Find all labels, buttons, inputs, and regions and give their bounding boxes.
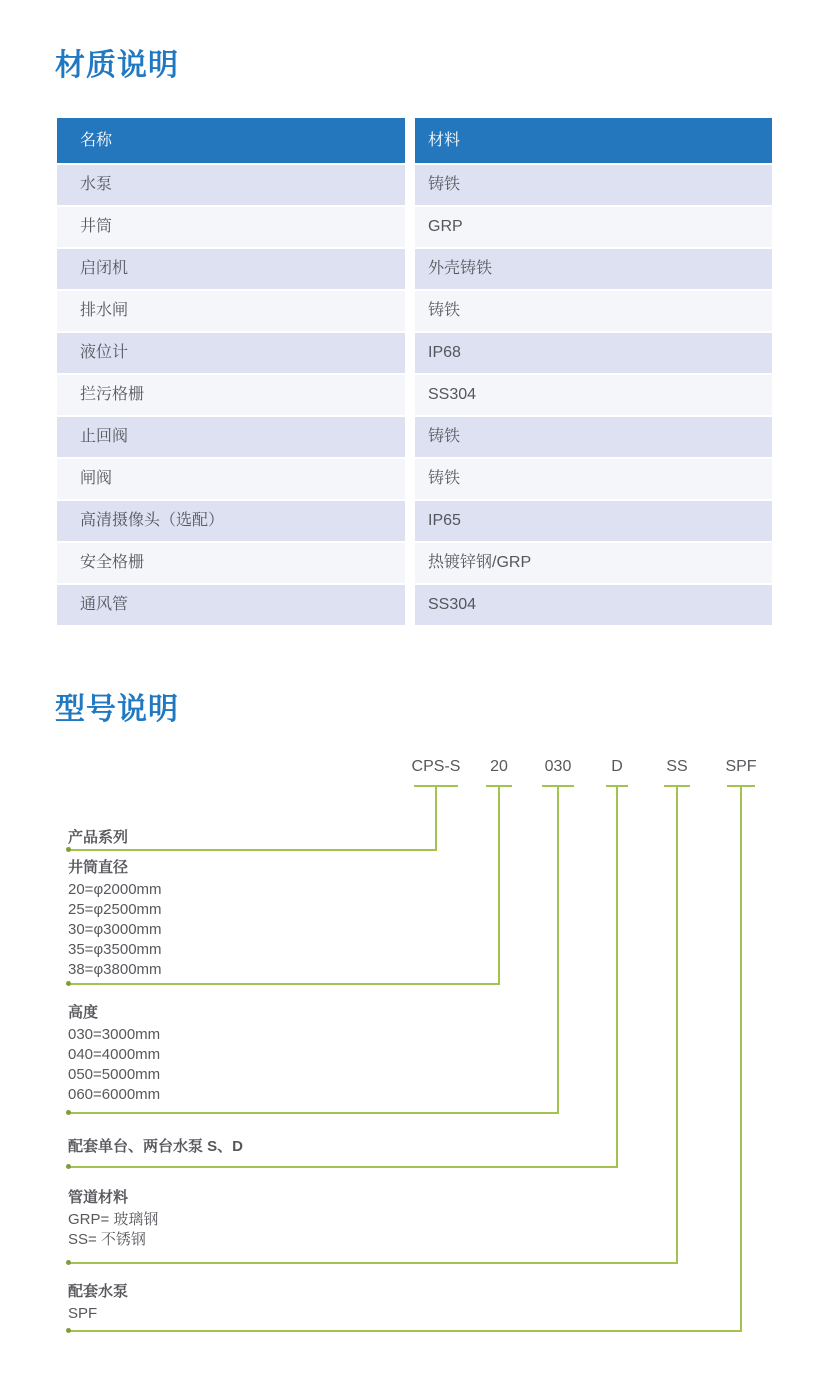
cell-name: 井筒 xyxy=(57,207,405,247)
table-header-name: 名称 xyxy=(57,118,405,163)
code-segment-pipe: SS xyxy=(666,758,688,775)
code-segment-diameter: 20 xyxy=(490,758,508,775)
cell-material: IP68 xyxy=(415,333,772,373)
cell-name: 拦污格栅 xyxy=(57,375,405,415)
code-drop-line xyxy=(498,785,500,985)
connector-dot xyxy=(66,1260,71,1265)
legend-connector-line xyxy=(68,1166,618,1168)
code-drop-line xyxy=(676,785,678,1264)
cell-name: 止回阀 xyxy=(57,417,405,457)
legend-group-height xyxy=(68,1003,160,1105)
legend-group-pipe-material xyxy=(68,1188,158,1250)
cell-material: 外壳铸铁 xyxy=(415,249,772,289)
legend-line: 30=φ3000mm xyxy=(68,921,162,938)
legend-connector-line xyxy=(68,1112,559,1114)
cell-name: 高清摄像头（选配） xyxy=(57,501,405,541)
legend-group-title: 配套单台、两台水泵 S、D xyxy=(68,1138,244,1155)
cell-material: SS304 xyxy=(415,585,772,625)
legend-line: 060=6000mm xyxy=(68,1086,161,1103)
page-title-model: 型号说明 xyxy=(55,693,179,726)
materials-table xyxy=(57,118,772,625)
cell-material: 热镀锌钢/GRP xyxy=(415,543,772,583)
legend-connector-line xyxy=(68,1262,678,1264)
legend-line: 040=4000mm xyxy=(68,1046,161,1063)
connector-dot xyxy=(66,981,71,986)
code-drop-line xyxy=(557,785,559,1114)
legend-line: 030=3000mm xyxy=(68,1026,161,1043)
legend-line: 35=φ3500mm xyxy=(68,941,162,958)
cell-material: 铸铁 xyxy=(415,165,772,205)
legend-line: SPF xyxy=(68,1305,98,1322)
cell-material: 铸铁 xyxy=(415,417,772,457)
legend-line: 25=φ2500mm xyxy=(68,901,162,918)
cell-name: 水泵 xyxy=(57,165,405,205)
cell-material: IP65 xyxy=(415,501,772,541)
legend-connector-line xyxy=(68,1330,742,1332)
legend-connector-line xyxy=(68,983,500,985)
code-drop-line xyxy=(435,785,437,851)
legend-line: 050=5000mm xyxy=(68,1066,161,1083)
legend-group-title: 井筒直径 xyxy=(68,859,129,876)
legend-group-pump-count xyxy=(68,1137,243,1159)
connector-dot xyxy=(66,1328,71,1333)
legend-group-title: 产品系列 xyxy=(68,829,129,846)
cell-name: 闸阀 xyxy=(57,459,405,499)
legend-line: 38=φ3800mm xyxy=(68,961,162,978)
code-segment-pumps: D xyxy=(611,758,623,775)
legend-group-product-series xyxy=(68,828,128,850)
code-drop-line xyxy=(616,785,618,1168)
code-segment-series: CPS-S xyxy=(411,758,461,775)
cell-material: 铸铁 xyxy=(415,459,772,499)
cell-name: 安全格栅 xyxy=(57,543,405,583)
cell-name: 排水闸 xyxy=(57,291,405,331)
connector-dot xyxy=(66,1164,71,1169)
cell-material: 铸铁 xyxy=(415,291,772,331)
legend-group-title: 配套水泵 xyxy=(68,1283,129,1300)
legend-group-matched-pump xyxy=(68,1282,128,1324)
connector-dot xyxy=(66,1110,71,1115)
cell-name: 液位计 xyxy=(57,333,405,373)
legend-group-title: 高度 xyxy=(68,1004,99,1021)
legend-line: 20=φ2000mm xyxy=(68,881,162,898)
cell-material: SS304 xyxy=(415,375,772,415)
legend-group-title: 管道材料 xyxy=(68,1189,129,1206)
legend-group-shaft-diameter xyxy=(68,858,162,980)
table-header-material: 材料 xyxy=(415,118,772,163)
model-code-diagram xyxy=(0,740,827,1378)
legend-line: SS= 不锈钢 xyxy=(68,1231,146,1248)
page-title-materials: 材质说明 xyxy=(55,49,179,82)
cell-material: GRP xyxy=(415,207,772,247)
code-segment-height: 030 xyxy=(544,758,572,775)
legend-line: GRP= 玻璃钢 xyxy=(68,1211,159,1228)
cell-name: 启闭机 xyxy=(57,249,405,289)
code-segment-pump-type: SPF xyxy=(725,758,757,775)
cell-name: 通风管 xyxy=(57,585,405,625)
code-drop-line xyxy=(740,785,742,1332)
